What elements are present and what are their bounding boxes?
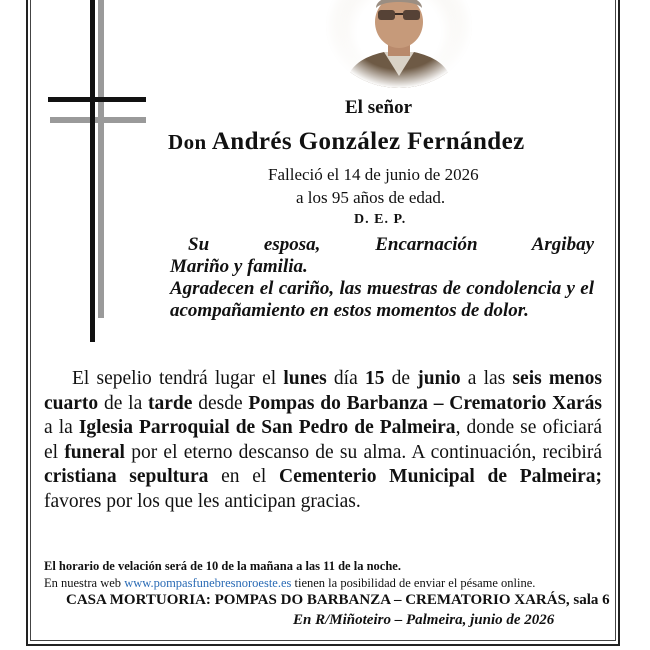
funeral-month: junio <box>417 368 461 389</box>
family-line-2: Mariño y familia. <box>170 256 308 277</box>
funeral-text: desde <box>192 392 249 414</box>
funeral-details <box>44 367 602 515</box>
cross-vertical <box>90 0 95 342</box>
death-date: Falleció el 14 de junio de 2026 <box>268 165 479 184</box>
funeral-home: CASA MORTUORIA: POMPAS DO BARBANZA – CREMATORIO XARÁS, sala 6 <box>66 592 610 608</box>
web-notice <box>44 576 535 591</box>
cemetery-name: Cementerio Municipal de Palmeira; <box>279 466 602 488</box>
funeral-service: funeral <box>64 441 125 463</box>
funeral-date-number: 15 <box>364 368 385 389</box>
funeral-text: El sepelio tendrá lugar el <box>72 368 284 389</box>
name-prefix: Don <box>168 130 207 154</box>
funeral-period: tarde <box>148 392 193 414</box>
funeral-text: a la <box>44 417 79 439</box>
family-line-1: Su esposa, Encarnación Argibay <box>188 234 594 255</box>
funeral-text: de <box>384 368 418 389</box>
funeral-time: seis menos cuarto <box>44 368 602 414</box>
place-date: En R/Miñoteiro – Palmeira, junio de 2026 <box>293 612 555 628</box>
name-full: Andrés González Fernández <box>211 128 525 155</box>
funeral-text: en el <box>208 466 280 488</box>
funeral-text: día <box>326 368 365 389</box>
website-link[interactable]: www.pompasfunebresnoroeste.es <box>124 576 292 590</box>
funeral-text: de la <box>98 392 149 414</box>
web-text: tienen la posibilidad de enviar el pésame online. <box>291 576 536 590</box>
funeral-text: , donde se oficiará el <box>44 417 602 463</box>
cross-horizontal <box>48 97 146 102</box>
dep-abbrev: D. E. P. <box>354 212 407 227</box>
family-thanks: Agradecen el cariño, las muestras de condolencia y el acompañamiento en estos momentos de dolor. <box>170 278 594 321</box>
cross-vertical-shadow <box>98 0 104 318</box>
funeral-church: Iglesia Parroquial de San Pedro de Palmeira <box>78 417 456 439</box>
deceased-name <box>168 128 525 156</box>
web-text: En nuestra web <box>44 576 125 590</box>
funeral-text: por el eterno descanso de su alma. A continuación, recibirá <box>124 441 602 463</box>
funeral-day: lunes <box>283 368 327 389</box>
cross-horizontal-shadow <box>50 117 146 123</box>
funeral-text: favores por los que les anticipan gracias. <box>44 490 361 512</box>
burial-type: cristiana sepultura <box>44 466 209 488</box>
wake-hours: El horario de velación será de 10 de la mañana a las 11 de la noche. <box>44 559 401 573</box>
funeral-text: a las <box>460 368 513 389</box>
funeral-origin: Pompas do Barbanza – Crematorio Xarás <box>248 392 602 414</box>
family-message <box>170 234 594 322</box>
heading-el-senor: El señor <box>345 97 413 118</box>
age-line: a los 95 años de edad. <box>296 188 446 207</box>
